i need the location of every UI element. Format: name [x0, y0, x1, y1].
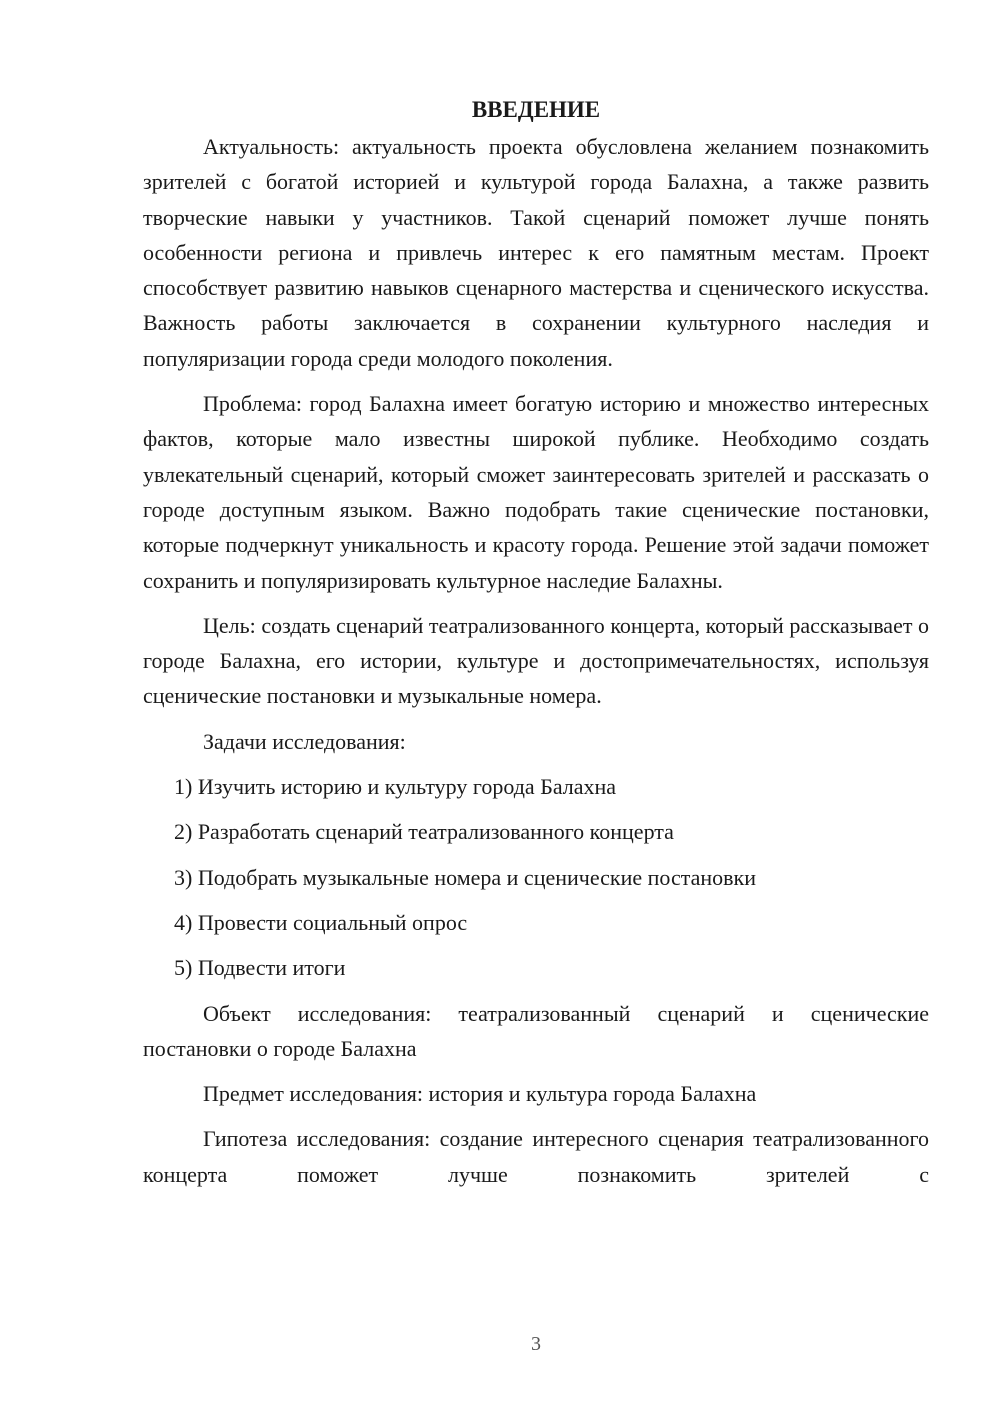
list-item: 3) Подобрать музыкальные номера и сценические постановки — [174, 864, 757, 890]
page-number: 3 — [531, 1333, 541, 1355]
paragraph-hypothesis: Гипотеза исследования: создание интересного сценария театрализованного концерта поможет лучше познакомить зрителей с — [143, 1126, 929, 1187]
list-item: 2) Разработать сценарий театрализованного концерта — [174, 819, 674, 845]
paragraph-object: Объект исследования: театрализованный сценарий и сценические постановки о городе Балахна — [143, 1000, 929, 1061]
tasks-list — [143, 769, 929, 985]
paragraph-subject: Предмет исследования: история и культура города Балахна — [203, 1081, 757, 1107]
page-title: ВВЕДЕНИЕ — [471, 97, 601, 122]
list-item: 4) Провести социальный опрос — [174, 909, 468, 935]
paragraph-relevance: Актуальность: актуальность проекта обусловлена желанием познакомить зрителей с богатой историей и культурой города Балахна, а также развить творческие навыки у участников. Такой сценарий поможет лучше понять особенности региона и привлечь интерес к его памятным местам. Проект способствует развитию навыков сценарного мастерства и сценического искусства. Важность работы заключается в сохранении культурного наследия и популяризации города среди молодого поколения. — [143, 134, 929, 371]
list-item: 1) Изучить историю и культуру города Балахна — [174, 774, 617, 800]
paragraph-goal: Цель: создать сценарий театрализованного концерта, который рассказывает о городе Балахна, его истории, культуре и достопримечательностях, используя сценические постановки и музыкальные номера. — [143, 612, 929, 709]
paragraph-problem: Проблема: город Балахна имеет богатую историю и множество интересных фактов, которые мало известны широкой публике. Необходимо создать увлекательный сценарий, который сможет заинтересовать зрителей и рассказать о городе доступным языком. Важно подобрать такие сценические постановки, которые подчеркнут уникальность и красоту города. Решение этой задачи поможет сохранить и популяризировать культурное наследие Балахны. — [143, 391, 929, 593]
tasks-heading: Задачи исследования: — [203, 728, 406, 754]
document-page — [143, 92, 929, 1192]
list-item: 5) Подвести итоги — [174, 955, 346, 981]
